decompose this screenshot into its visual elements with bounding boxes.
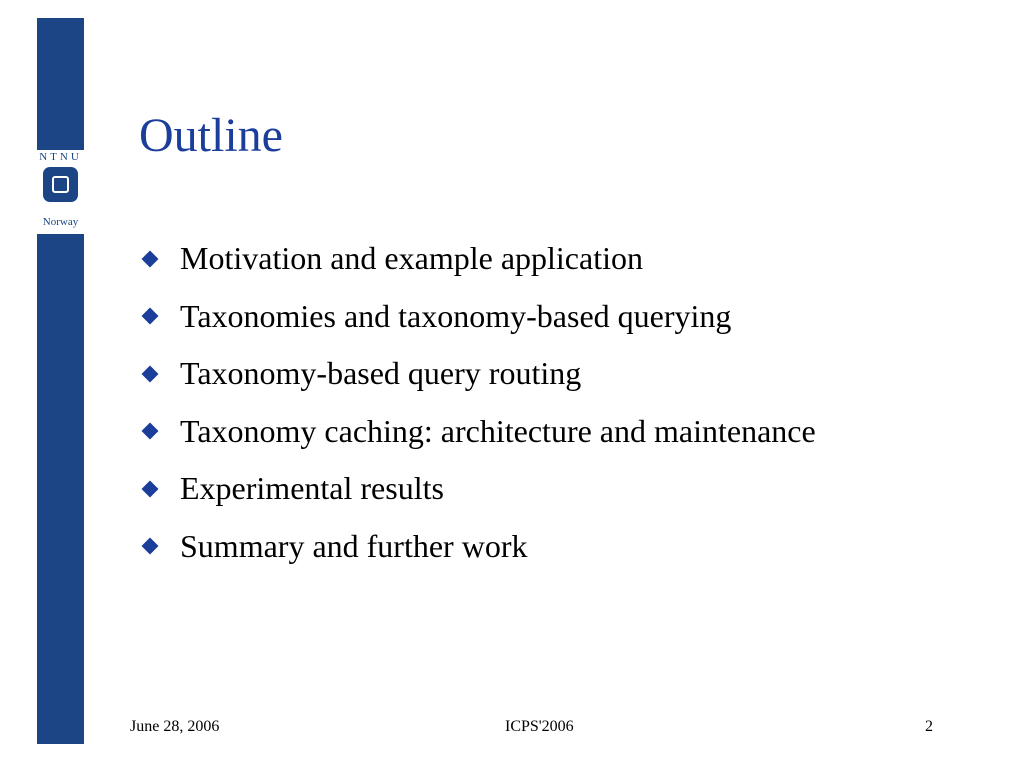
bullet-item bbox=[141, 518, 816, 576]
footer-conference: ICPS'2006 bbox=[505, 718, 574, 735]
bullet-text: Taxonomy caching: architecture and maintenance bbox=[180, 412, 816, 449]
bullet-item bbox=[141, 230, 816, 288]
bullet-text: Summary and further work bbox=[180, 527, 528, 564]
logo-top-text: NTNU bbox=[39, 151, 82, 163]
diamond-bullet-icon bbox=[142, 480, 159, 497]
bullet-item bbox=[141, 345, 816, 403]
bullet-text: Experimental results bbox=[180, 470, 444, 507]
diamond-bullet-icon bbox=[142, 250, 159, 267]
side-bar bbox=[37, 18, 84, 744]
bullet-item bbox=[141, 403, 816, 461]
bullet-text: Taxonomy-based query routing bbox=[180, 355, 582, 392]
logo-bottom-text: Norway bbox=[42, 216, 79, 228]
bullet-list bbox=[141, 230, 816, 575]
logo-mark-inner bbox=[52, 176, 69, 193]
diamond-bullet-icon bbox=[142, 538, 159, 555]
bullet-text: Motivation and example application bbox=[180, 240, 643, 277]
bullet-item bbox=[141, 288, 816, 346]
diamond-bullet-icon bbox=[142, 365, 159, 382]
ntnu-logo bbox=[33, 150, 88, 234]
diamond-bullet-icon bbox=[142, 423, 159, 440]
footer-date: June 28, 2006 bbox=[130, 718, 220, 735]
slide-title: Outline bbox=[139, 109, 283, 162]
diamond-bullet-icon bbox=[142, 308, 159, 325]
footer-page-number: 2 bbox=[925, 718, 933, 735]
bullet-text: Taxonomies and taxonomy-based querying bbox=[180, 297, 732, 334]
logo-mark-icon bbox=[43, 167, 78, 202]
bullet-item bbox=[141, 460, 816, 518]
